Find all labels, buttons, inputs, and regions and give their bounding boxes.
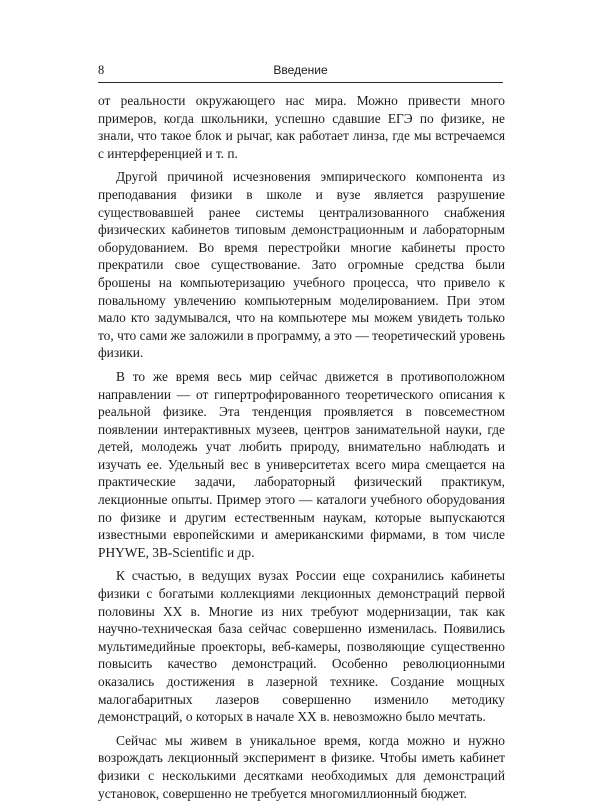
paragraph: В то же время весь мир сейчас движется в противоположном направлении — от гипертрофированного теоретического описания к реальной физике. Эта тенденция проявляется в повсеместном появлении интерактивных музеев, центров занимательной науки, где детей, молодежь учат любить природу, внимательно наблюдать и изучать ее. Удельный вес в университетах всего мира смещается на практические задачи, лабораторный физический практикум, лекционные опыты. Пример этого — каталоги учебного оборудования по физике и другим естественным наукам, которые выпускаются известными европейскими и американскими фирмами, в том числе PHYWE, 3B-Scientific и др.: [98, 368, 505, 560]
page-header: [98, 62, 503, 83]
body-text: [98, 92, 505, 808]
paragraph: от реальности окружающего нас мира. Можно привести много примеров, когда школьники, успешно сдавшие ЕГЭ по физике, не знали, что такое блок и рычаг, как работает линза, где мы встречаемся с интерференцией и т. п.: [98, 93, 505, 161]
paragraph: Другой причиной исчезновения эмпирического компонента из преподавания физики в школе и вузе является разрушение существовавшей ранее системы централизованного снабжения физических кабинетов типовым демонстрационным и лабораторным оборудованием. Во время перестройки многие кабинеты просто прекратили свое существование. Зато огромные средства были брошены на компьютеризацию учебного процесса, что привело к повальному увлечению компьютерным моделированием. При этом мало кто задумывался, что на компьютере мы можем увидеть только то, что сами же заложили в программу, а это — теоретический уровень физики.: [98, 169, 505, 361]
page-number: 8: [98, 63, 105, 77]
paragraph: К счастью, в ведущих вузах России еще сохранились кабинеты физики с богатыми коллекциями лекционных демонстраций первой половины XX в. Многие из них требуют модернизации, так как научно-техническая база сейчас совершенно изменилась. Появились мультимедийные проекторы, веб-камеры, позволяющие существенно повысить качество демонстраций. Особенно революционными оказались достижения в лазерной технике. Создание мощных малогабаритных лазеров совершенно изменило методику демонстраций, о которых в начале XX в. невозможно было мечтать.: [98, 568, 505, 725]
running-title: Введение: [273, 63, 328, 77]
paragraph: Сейчас мы живем в уникальное время, когда можно и нужно возрождать лекционный эксперимент в физике. Чтобы иметь кабинет физики с несколькими десятками необходимых для демонстраций установок, совершенно не требуется многомиллионный бюджет.: [98, 732, 505, 801]
